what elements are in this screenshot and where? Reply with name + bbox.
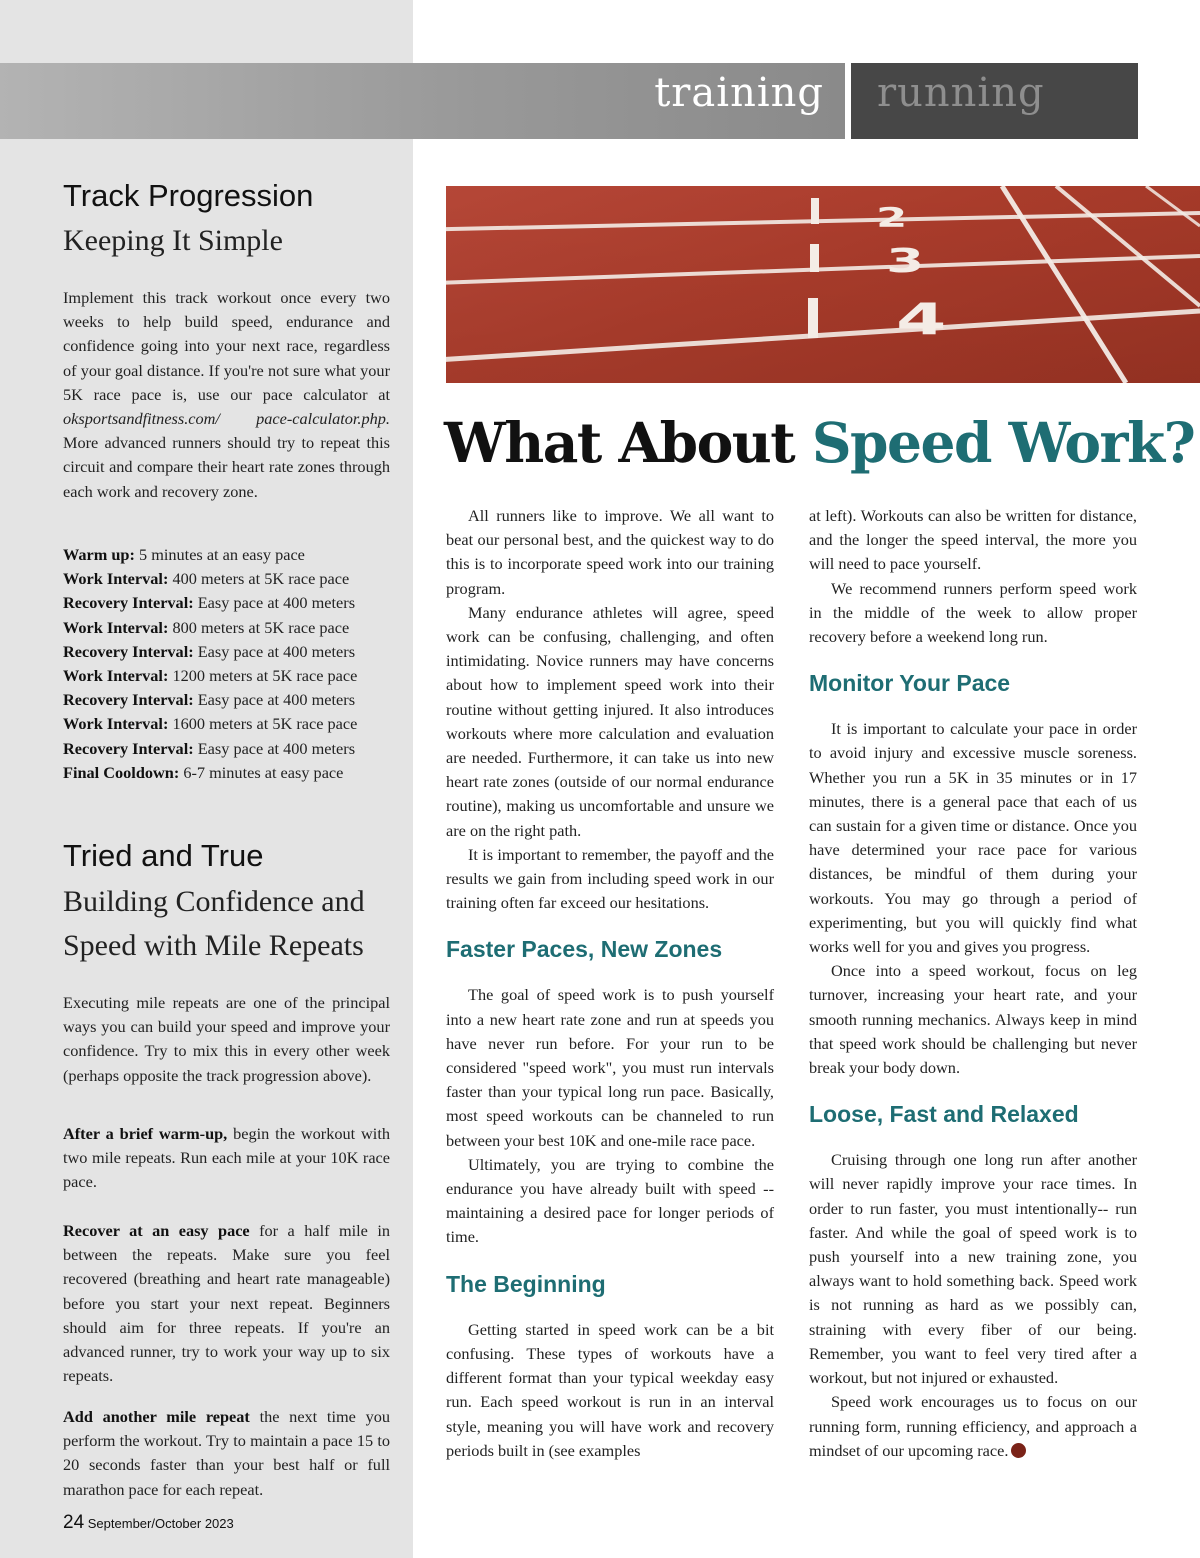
the-beginning-heading: The Beginning <box>446 1270 606 1297</box>
workout-step: Work Interval: 400 meters at 5K race pace <box>63 569 350 589</box>
article-paragraph: It is important to calculate your pace in order to avoid injury and excessive muscle soreness. Whether you run a 5K in 35 minutes or in 17 minutes, there is a general pace that each of us can sustain for a given time or distance. Once you have determined your race pace for various distances, be mindful of them during your workouts. You may go through a period of experimenting, but you will quickly find what works well for you and gives you progress. <box>809 719 1137 957</box>
article-paragraph: All runners like to improve. We all want to beat our personal best, and the quickest way to do this is to incorporate speed work into our training program. <box>446 506 774 598</box>
mile-repeats-step-1: After a brief warm-up, begin the workout with two mile repeats. Run each mile at your 10K race pace. <box>63 1124 390 1192</box>
tried-and-true-subtitle-line2: Speed with Mile Repeats <box>63 929 364 962</box>
pace-calculator-url: oksportsandfitness.com/ pace-calculator.php. <box>63 409 390 429</box>
tried-and-true-title: Tried and True <box>63 838 264 873</box>
running-track-photo <box>446 186 1200 383</box>
article-paragraph: We recommend runners perform speed work in the middle of the week to allow proper recovery before a weekend long run. <box>809 578 1137 647</box>
mile-repeats-intro: Executing mile repeats are one of the principal ways you can build your speed and improve your confidence. Try to mix this in every other week (perhaps opposite the track progression above). <box>63 993 390 1085</box>
end-mark-icon <box>1011 1443 1026 1458</box>
article-paragraph: It is important to remember, the payoff and the results we gain from including speed work in our training often far exceed our hesitations. <box>446 844 774 913</box>
track-workout-steps <box>63 543 390 785</box>
article-column-2 <box>809 504 1137 1463</box>
closing-text: Speed work encourages us to focus on our running form, running efficiency, and approach a mindset of our upcoming race. <box>809 1392 1137 1460</box>
workout-step: Recovery Interval: Easy pace at 400 meters <box>63 738 356 758</box>
article-paragraph: Cruising through one long run after another will never rapidly improve your race times. In order to run faster, you must intentionally-- run faster. And while the goal of speed work is to push yourself into a new training zone, you always want to hold something back. Speed work is not running as hard as we possibly can, straining with every fiber of our being. Remember, you want to feel very tired after a workout, but not injured or exhausted. <box>809 1150 1137 1388</box>
headline-plain: What About <box>444 410 812 475</box>
lane-number: 4 <box>896 295 947 346</box>
faster-paces-heading: Faster Paces, New Zones <box>446 936 723 963</box>
article-column-1 <box>446 504 774 1463</box>
page-footer <box>63 1512 234 1534</box>
page-number: 24 <box>63 1512 85 1533</box>
workout-step: Work Interval: 1600 meters at 5K race pace <box>63 714 358 734</box>
mile-repeats-step-2: Recover at an easy pace for a half mile in between the repeats. Make sure you feel recovered (breathing and heart rate manageable) before you start your next repeat. Beginners should aim for three repeats. If you're an advanced runner, try to work your way up to six repeats. <box>63 1221 390 1386</box>
subsection-label: running <box>877 70 1045 116</box>
workout-step: Recovery Interval: Easy pace at 400 meters <box>63 690 356 710</box>
workout-step: Final Cooldown: 6-7 minutes at easy pace <box>63 762 344 782</box>
article-paragraph: Ultimately, you are trying to combine the endurance you have already built with speed -- maintaining a desired pace for longer periods of time. <box>446 1154 774 1247</box>
workout-step: Warm up: 5 minutes at an easy pace <box>63 545 305 564</box>
workout-step: Work Interval: 1200 meters at 5K race pace <box>63 666 358 686</box>
intro-text: Implement this track workout once every two weeks to help build speed, endurance and confidence going into your next race, regardless of your goal distance. If you're not sure what your 5K race pace is, use our pace calculator at <box>63 288 390 404</box>
article-paragraph: Many endurance athletes will agree, speed work can be confusing, challenging, and often intimidating. Novice runners may have concerns about how to implement speed work into their routine without getting injured. It also introduces workouts where more calculation and evaluation are needed. Furthermore, it can take us into new heart rate zones (outside of our normal endurance routine), making us uncomfortable and unsure we are on the right path. <box>446 602 774 840</box>
loose-fast-relaxed-heading: Loose, Fast and Relaxed <box>809 1101 1079 1128</box>
article-paragraph: at left). Workouts can also be written for distance, and the longer the speed interval, the more you will need to pace yourself. <box>809 506 1137 574</box>
track-progression-subtitle: Keeping It Simple <box>63 224 283 257</box>
monitor-pace-heading: Monitor Your Pace <box>809 670 1011 697</box>
article-headline <box>444 410 1200 475</box>
workout-step: Work Interval: 800 meters at 5K race pace <box>63 617 350 637</box>
workout-step: Recovery Interval: Easy pace at 400 meters <box>63 593 356 613</box>
track-lanes-illustration <box>446 186 1200 383</box>
lane-number: 2 <box>876 201 908 234</box>
mile-repeats-step-3: Add another mile repeat the next time you perform the workout. Try to maintain a pace 15 to 20 seconds faster than your best half or full marathon pace for each repeat. <box>63 1407 391 1499</box>
track-progression-title: Track Progression <box>63 178 314 213</box>
section-label: training <box>654 70 824 116</box>
article-paragraph: The goal of speed work is to push yourself into a new heart rate zone and run at speeds you have never run before. For your run to be considered "speed work", you must run intervals faster than your typical long run pace. Basically, most speed workouts can be channeled to run between your best 10K and one-mile race pace. <box>446 985 774 1150</box>
track-progression-intro <box>63 286 390 504</box>
workout-step: Recovery Interval: Easy pace at 400 meters <box>63 641 356 661</box>
article-paragraph: Getting started in speed work can be a bit confusing. These types of workouts have a different format than your typical weekday easy run. Each speed workout is run in an interval style, meaning you will have work and recovery periods built in (see examples <box>446 1319 774 1460</box>
lane-number: 3 <box>886 241 925 281</box>
tried-and-true-subtitle-line1: Building Confidence and <box>63 885 365 918</box>
article-paragraph: Once into a speed workout, focus on leg turnover, increasing your heart rate, and your smooth running mechanics. Always keep in mind that speed work should be challenging but never break your body down. <box>809 961 1137 1078</box>
issue-date: September/October 2023 <box>87 1516 234 1531</box>
intro-text-continued: More advanced runners should try to repeat this circuit and compare their heart rate zones through each work and recovery zone. <box>63 433 390 501</box>
headline-accent: Speed Work? <box>811 410 1195 475</box>
article-paragraph <box>809 1390 1137 1463</box>
